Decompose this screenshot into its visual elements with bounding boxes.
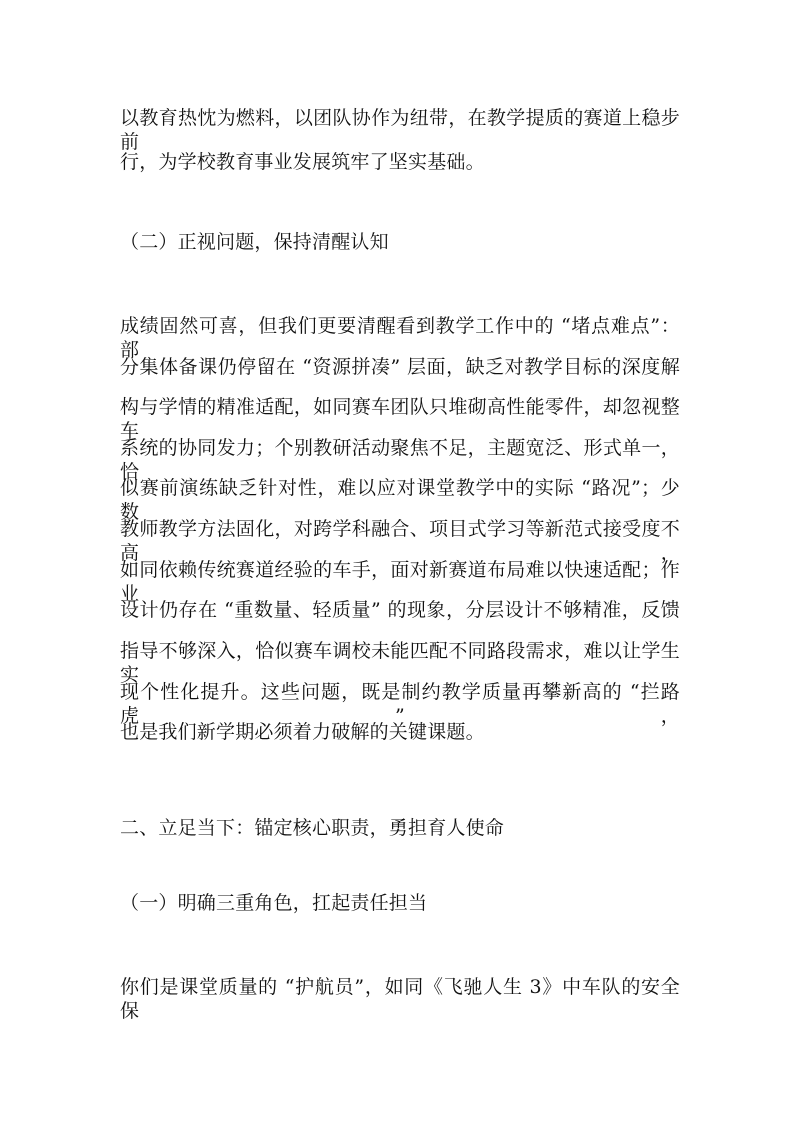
paragraph-line: 现个性化提升。这些问题，既是制约教学质量再攀新高的 “拦路虎”， — [120, 681, 680, 727]
paragraph-line: 指导不够深入，恰似赛车调校未能匹配不同路段需求，难以让学生实 — [120, 640, 680, 686]
paragraph-line: 你们是课堂质量的 “护航员”，如同《飞驰人生 3》中车队的安全保 — [120, 976, 680, 1022]
subheading-three-roles: （一）明确三重角色，扛起责任担当 — [120, 892, 428, 914]
paragraph-line: 分集体备课仍停留在 “资源拼凑” 层面，缺乏对教学目标的深度解 — [120, 356, 680, 378]
paragraph-line: 设计仍存在 “重数量、轻质量” 的现象，分层设计不够精准，反馈 — [120, 599, 680, 621]
paragraph-line: 也是我们新学期必须着力破解的关键课题。 — [120, 721, 485, 743]
paragraph-line: 似赛前演练缺乏针对性，难以应对课堂教学中的实际 “路况”；少数 — [120, 477, 680, 523]
paragraph-line: 如同依赖传统赛道经验的车手，面对新赛道布局难以快速适配；作业 — [120, 559, 680, 605]
paragraph-line: 教师教学方法固化，对跨学科融合、项目式学习等新范式接受度不高， — [120, 518, 680, 564]
paragraph-line: 成绩固然可喜，但我们更要清醒看到教学工作中的 “堵点难点”：部 — [120, 315, 680, 361]
paragraph-line: 构与学情的精准适配，如同赛车团队只堆砌高性能零件，却忽视整车 — [120, 396, 680, 442]
paragraph-line: 行，为学校教育事业发展筑牢了坚实基础。 — [120, 151, 485, 173]
paragraph-line: 系统的协同发力；个别教研活动聚焦不足，主题宽泛、形式单一，恰 — [120, 437, 680, 483]
subheading-correct-problems: （二）正视问题，保持清醒认知 — [120, 231, 389, 253]
section-heading: 二、立足当下：锚定核心职责，勇担育人使命 — [120, 817, 505, 839]
paragraph-line: 以教育热忱为燃料，以团队协作为纽带，在教学提质的赛道上稳步前 — [120, 107, 680, 153]
